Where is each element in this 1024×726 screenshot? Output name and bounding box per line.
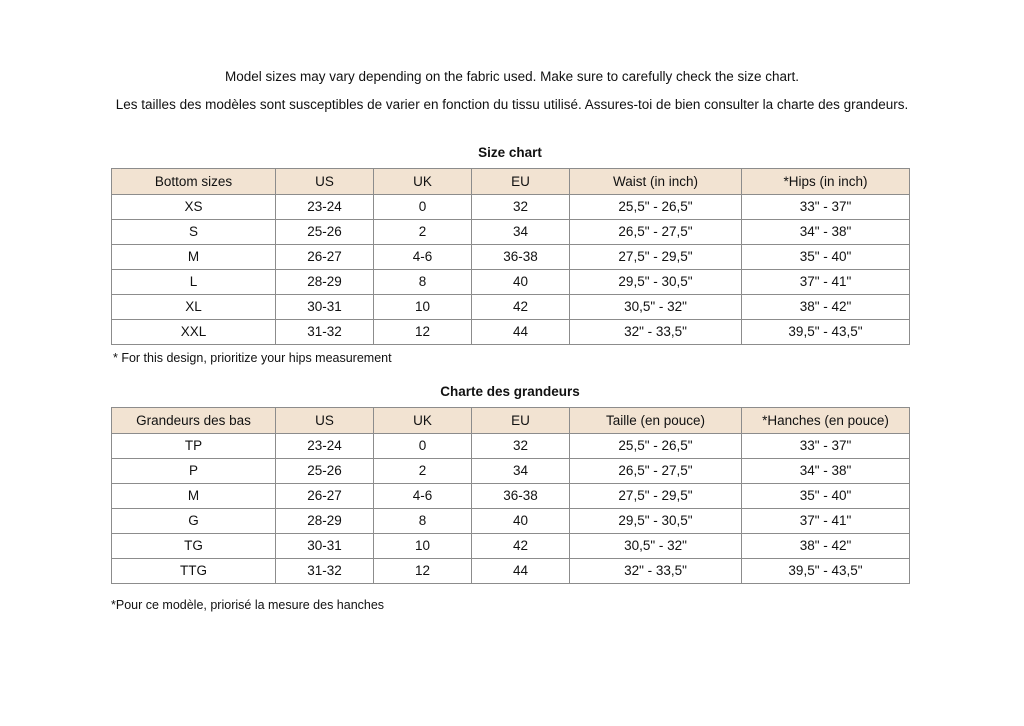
column-header-eu: EU [472, 408, 570, 434]
cell-size: L [112, 270, 276, 295]
cell-eu: 32 [472, 434, 570, 459]
cell-hanches: 34" - 38" [742, 459, 910, 484]
cell-hanches: 33" - 37" [742, 434, 910, 459]
table-row [112, 484, 910, 509]
cell-waist: 26,5" - 27,5" [570, 220, 742, 245]
cell-eu: 34 [472, 220, 570, 245]
cell-size: M [112, 484, 276, 509]
size-chart-french [111, 384, 909, 612]
cell-eu: 42 [472, 295, 570, 320]
table-row [112, 434, 910, 459]
cell-taille: 30,5" - 32" [570, 534, 742, 559]
column-header-waist: Waist (in inch) [570, 169, 742, 195]
cell-size: TTG [112, 559, 276, 584]
table-row [112, 459, 910, 484]
column-header-grandeurs-des-bas: Grandeurs des bas [112, 408, 276, 434]
cell-waist: 27,5" - 29,5" [570, 245, 742, 270]
cell-eu: 36-38 [472, 484, 570, 509]
table-row [112, 534, 910, 559]
cell-size: XS [112, 195, 276, 220]
cell-us: 28-29 [276, 509, 374, 534]
cell-taille: 29,5" - 30,5" [570, 509, 742, 534]
cell-hips: 39,5" - 43,5" [742, 320, 910, 345]
cell-size: G [112, 509, 276, 534]
size-table-english [111, 168, 910, 345]
cell-taille: 25,5" - 26,5" [570, 434, 742, 459]
cell-uk: 2 [374, 459, 472, 484]
cell-eu: 44 [472, 320, 570, 345]
table-row [112, 320, 910, 345]
cell-uk: 8 [374, 509, 472, 534]
cell-taille: 26,5" - 27,5" [570, 459, 742, 484]
cell-uk: 10 [374, 534, 472, 559]
table-row [112, 295, 910, 320]
cell-waist: 29,5" - 30,5" [570, 270, 742, 295]
cell-uk: 2 [374, 220, 472, 245]
table-header-row [112, 169, 910, 195]
column-header-us: US [276, 169, 374, 195]
cell-us: 30-31 [276, 295, 374, 320]
cell-size: P [112, 459, 276, 484]
cell-us: 25-26 [276, 220, 374, 245]
cell-hanches: 38" - 42" [742, 534, 910, 559]
cell-hips: 38" - 42" [742, 295, 910, 320]
cell-eu: 34 [472, 459, 570, 484]
size-table-french [111, 407, 910, 584]
cell-size: XL [112, 295, 276, 320]
cell-us: 31-32 [276, 559, 374, 584]
cell-size: TP [112, 434, 276, 459]
cell-uk: 4-6 [374, 245, 472, 270]
column-header-hips: *Hips (in inch) [742, 169, 910, 195]
cell-hanches: 37" - 41" [742, 509, 910, 534]
cell-hips: 35" - 40" [742, 245, 910, 270]
cell-us: 30-31 [276, 534, 374, 559]
cell-us: 25-26 [276, 459, 374, 484]
cell-eu: 44 [472, 559, 570, 584]
cell-taille: 32" - 33,5" [570, 559, 742, 584]
column-header-hanches: *Hanches (en pouce) [742, 408, 910, 434]
table-row [112, 220, 910, 245]
cell-hips: 33" - 37" [742, 195, 910, 220]
column-header-eu: EU [472, 169, 570, 195]
cell-size: TG [112, 534, 276, 559]
cell-hips: 37" - 41" [742, 270, 910, 295]
table-row [112, 559, 910, 584]
cell-hanches: 39,5" - 43,5" [742, 559, 910, 584]
cell-uk: 8 [374, 270, 472, 295]
chart-title-english: Size chart [478, 145, 542, 160]
table-row [112, 509, 910, 534]
table-header-row [112, 408, 910, 434]
cell-uk: 12 [374, 320, 472, 345]
column-header-taille: Taille (en pouce) [570, 408, 742, 434]
cell-uk: 0 [374, 195, 472, 220]
table-row [112, 245, 910, 270]
cell-us: 28-29 [276, 270, 374, 295]
intro-text-english: Model sizes may vary depending on the fabric used. Make sure to carefully check the size chart. [224, 69, 800, 84]
chart-title-french: Charte des grandeurs [440, 384, 580, 399]
cell-us: 31-32 [276, 320, 374, 345]
footnote-english: * For this design, prioritize your hips measurement [113, 351, 392, 365]
cell-uk: 4-6 [374, 484, 472, 509]
cell-eu: 40 [472, 270, 570, 295]
size-chart-english [111, 145, 909, 365]
cell-size: XXL [112, 320, 276, 345]
cell-eu: 32 [472, 195, 570, 220]
column-header-uk: UK [374, 169, 472, 195]
cell-size: S [112, 220, 276, 245]
cell-hanches: 35" - 40" [742, 484, 910, 509]
cell-uk: 12 [374, 559, 472, 584]
cell-waist: 32" - 33,5" [570, 320, 742, 345]
cell-waist: 25,5" - 26,5" [570, 195, 742, 220]
cell-size: M [112, 245, 276, 270]
cell-eu: 36-38 [472, 245, 570, 270]
table-row [112, 195, 910, 220]
cell-uk: 10 [374, 295, 472, 320]
footnote-french: *Pour ce modèle, priorisé la mesure des hanches [111, 598, 385, 612]
column-header-us: US [276, 408, 374, 434]
column-header-bottom-sizes: Bottom sizes [112, 169, 276, 195]
cell-eu: 40 [472, 509, 570, 534]
cell-uk: 0 [374, 434, 472, 459]
cell-us: 26-27 [276, 245, 374, 270]
cell-us: 26-27 [276, 484, 374, 509]
cell-us: 23-24 [276, 434, 374, 459]
cell-hips: 34" - 38" [742, 220, 910, 245]
column-header-uk: UK [374, 408, 472, 434]
table-row [112, 270, 910, 295]
cell-taille: 27,5" - 29,5" [570, 484, 742, 509]
cell-waist: 30,5" - 32" [570, 295, 742, 320]
intro-text-french: Les tailles des modèles sont susceptibles de varier en fonction du tissu utilisé. Assures-toi de bien consulter la charte des grandeurs. [115, 97, 909, 112]
cell-eu: 42 [472, 534, 570, 559]
cell-us: 23-24 [276, 195, 374, 220]
